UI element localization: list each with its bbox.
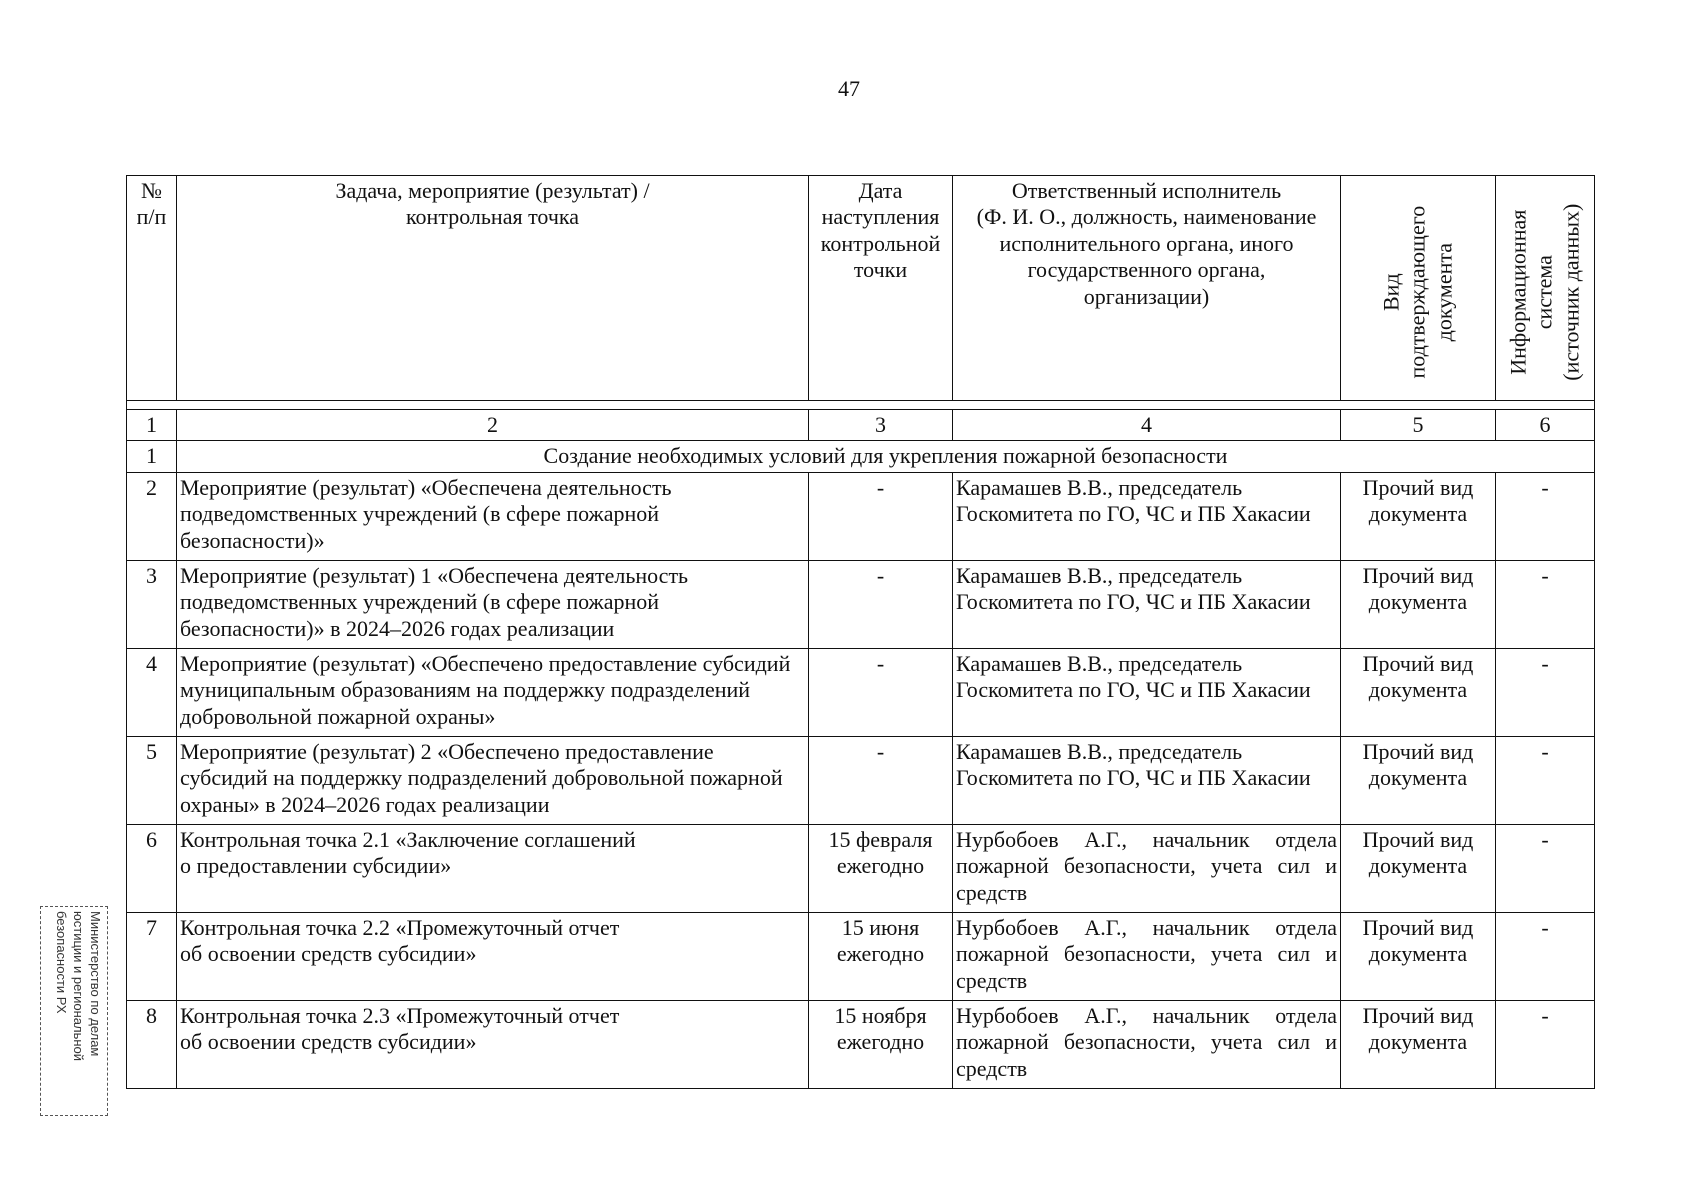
row-responsible: Нурбобоев А.Г., начальник отдела пожарной безопасности, учета сил и средств	[953, 824, 1341, 912]
row-number: 8	[127, 1000, 177, 1088]
column-numbers-row	[127, 410, 1595, 441]
section-row	[127, 441, 1595, 472]
section-title: Создание необходимых условий для укрепления пожарной безопасности	[177, 441, 1595, 472]
row-task: Мероприятие (результат) 2 «Обеспечено предоставление субсидий на поддержку подразделений добровольной пожарной охраны» в 2024–2026 годах реализации	[177, 736, 809, 824]
table-row	[127, 1000, 1595, 1088]
row-date: 15 июня ежегодно	[809, 912, 953, 1000]
row-date: -	[809, 736, 953, 824]
table-row	[127, 560, 1595, 648]
header-information-system: Информационная система (источник данных)	[1496, 176, 1595, 401]
row-number: 3	[127, 560, 177, 648]
header-task: Задача, мероприятие (результат) / контрольная точка	[177, 176, 809, 401]
row-document-type: Прочий вид документа	[1341, 472, 1496, 560]
row-date: 15 ноября ежегодно	[809, 1000, 953, 1088]
table-header-row	[127, 176, 1595, 401]
row-task: Мероприятие (результат) «Обеспечена деятельность подведомственных учреждений (в сфере пожарной безопасности)»	[177, 472, 809, 560]
row-task: Мероприятие (результат) 1 «Обеспечена деятельность подведомственных учреждений (в сфере пожарной безопасности)» в 2024–2026 годах реализации	[177, 560, 809, 648]
row-document-type: Прочий вид документа	[1341, 1000, 1496, 1088]
row-document-type: Прочий вид документа	[1341, 736, 1496, 824]
row-responsible: Карамашев В.В., председатель Госкомитета по ГО, ЧС и ПБ Хакасии	[953, 560, 1341, 648]
row-information-system: -	[1496, 736, 1595, 824]
row-task: Мероприятие (результат) «Обеспечено предоставление субсидий муниципальным образованиям на поддержку подразделений добровольной пожарной охраны»	[177, 648, 809, 736]
table-row	[127, 912, 1595, 1000]
header-date: Дата наступления контрольной точки	[809, 176, 953, 401]
row-task: Контрольная точка 2.2 «Промежуточный отчет об освоении средств субсидии»	[177, 912, 809, 1000]
row-task: Контрольная точка 2.3 «Промежуточный отчет об освоении средств субсидии»	[177, 1000, 809, 1088]
table-row	[127, 472, 1595, 560]
row-number: 4	[127, 648, 177, 736]
row-number: 6	[127, 824, 177, 912]
header-document-type: Вид подтверждающего документа	[1341, 176, 1496, 401]
header-number: № п/п	[127, 176, 177, 401]
row-task: Контрольная точка 2.1 «Заключение соглашений о предоставлении субсидии»	[177, 824, 809, 912]
row-responsible: Нурбобоев А.Г., начальник отдела пожарной безопасности, учета сил и средств	[953, 1000, 1341, 1088]
column-number: 6	[1496, 410, 1595, 441]
row-document-type: Прочий вид документа	[1341, 912, 1496, 1000]
column-number: 4	[953, 410, 1341, 441]
row-information-system: -	[1496, 824, 1595, 912]
table-row	[127, 824, 1595, 912]
row-responsible: Карамашев В.В., председатель Госкомитета по ГО, ЧС и ПБ Хакасии	[953, 472, 1341, 560]
page-number: 47	[838, 76, 860, 101]
row-responsible: Нурбобоев А.Г., начальник отдела пожарной безопасности, учета сил и средств	[953, 912, 1341, 1000]
row-number: 7	[127, 912, 177, 1000]
row-number: 5	[127, 736, 177, 824]
row-document-type: Прочий вид документа	[1341, 648, 1496, 736]
row-document-type: Прочий вид документа	[1341, 824, 1496, 912]
row-date: 15 февраля ежегодно	[809, 824, 953, 912]
header-gap	[127, 401, 1595, 410]
row-responsible: Карамашев В.В., председатель Госкомитета по ГО, ЧС и ПБ Хакасии	[953, 736, 1341, 824]
table-body	[127, 472, 1595, 1088]
column-number: 5	[1341, 410, 1496, 441]
table-row	[127, 736, 1595, 824]
row-date: -	[809, 472, 953, 560]
row-information-system: -	[1496, 472, 1595, 560]
header-responsible: Ответственный исполнитель (Ф. И. О., должность, наименование исполнительного органа, иного государственного органа, организации)	[953, 176, 1341, 401]
row-information-system: -	[1496, 1000, 1595, 1088]
section-number: 1	[127, 441, 177, 472]
stamp-text: Министерство по делам юстиции и региональной безопасности РХ	[54, 911, 103, 1062]
column-number: 1	[127, 410, 177, 441]
row-information-system: -	[1496, 560, 1595, 648]
column-number: 3	[809, 410, 953, 441]
table-row	[127, 648, 1595, 736]
row-number: 2	[127, 472, 177, 560]
row-information-system: -	[1496, 912, 1595, 1000]
row-date: -	[809, 560, 953, 648]
row-document-type: Прочий вид документа	[1341, 560, 1496, 648]
row-information-system: -	[1496, 648, 1595, 736]
control-points-table	[126, 175, 1595, 1089]
row-responsible: Карамашев В.В., председатель Госкомитета по ГО, ЧС и ПБ Хакасии	[953, 648, 1341, 736]
row-date: -	[809, 648, 953, 736]
column-number: 2	[177, 410, 809, 441]
registration-stamp	[40, 906, 108, 1116]
